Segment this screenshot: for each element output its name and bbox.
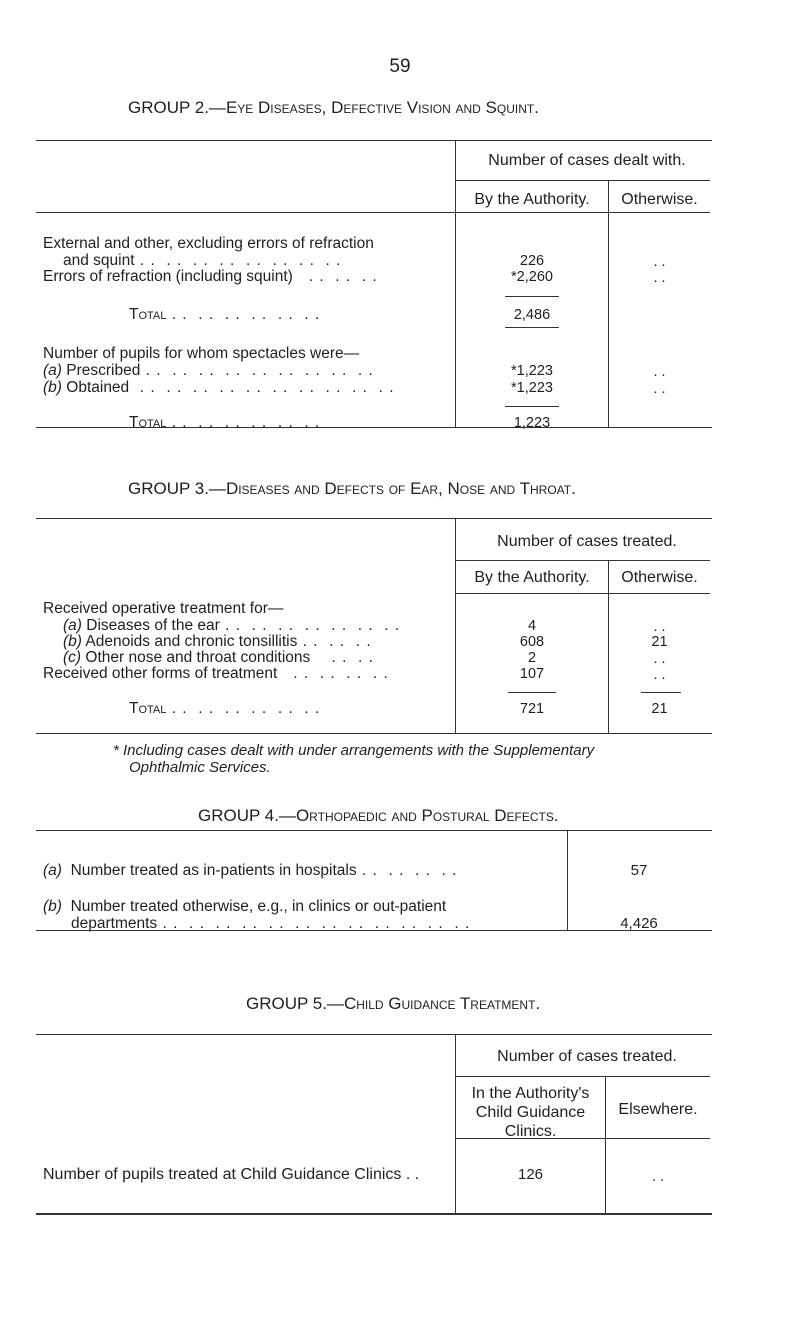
group2-row-a-other: . .: [653, 364, 666, 380]
group5-row-value: 126: [517, 1166, 544, 1183]
group4-row-a-label: (a) Number treated as in-patients in hospitals . . . . . . . .: [43, 862, 458, 879]
group2-top-rule: [36, 140, 712, 141]
group3-operative-label: Received operative treatment for—: [43, 600, 284, 617]
group5-top-rule: [36, 1034, 712, 1035]
group3-col1-header: By the Authority.: [474, 569, 590, 586]
group5-col1-header-line3: Clinics.: [504, 1123, 557, 1140]
group5-bottom-rule: [36, 1213, 712, 1215]
group3-header-bottom-rule: [455, 593, 710, 594]
group2-title: [128, 98, 539, 118]
group5-col1-header-line2: Child Guidance: [475, 1104, 586, 1121]
footnote-line1: * Including cases dealt with under arrangements with the Supplementary: [113, 742, 595, 759]
group3-row-a-other: . .: [653, 619, 666, 635]
group3-row-c-label: (c) Other nose and throat conditions . . . .: [63, 649, 374, 666]
group4-title-prefix: GROUP 4.—: [198, 806, 296, 825]
group3-row-b-value: 608: [519, 634, 545, 650]
group2-row1-other: . .: [653, 254, 666, 270]
group4-row-a-value: 57: [630, 862, 648, 879]
group4-row-b-label-line1: (b) Number treated otherwise, e.g., in clinics or out-patient: [43, 898, 447, 915]
group2-total-rule-bottom: [505, 327, 559, 328]
group5-col1-header: [456, 1084, 605, 1141]
group3-other-treatment-label: Received other forms of treatment . . . . . . . .: [43, 665, 389, 682]
group3-row-c-other: . .: [653, 651, 666, 667]
group3-header-rule: [455, 560, 710, 561]
group3-total-other: 21: [651, 701, 668, 717]
group3-total-value: 721: [519, 701, 545, 717]
group3-col2-header: Otherwise.: [621, 569, 698, 586]
group3-title-text: Diseases and Defects of Ear, Nose and Throat.: [225, 479, 576, 498]
group2-bottom-rule: [36, 427, 712, 428]
group2-total-label: Total . . . . . . . . . . . .: [129, 306, 321, 323]
group2-total-rule-top: [505, 296, 559, 297]
group2-title-text: Eye Diseases, Defective Vision and Squint.: [225, 98, 539, 117]
group3-total-rule-col1: [508, 692, 556, 693]
group5-row-other: . .: [651, 1169, 665, 1185]
group4-title: [198, 806, 559, 826]
group5-header-rule: [455, 1076, 710, 1077]
group5-title-prefix: GROUP 5.—: [246, 994, 344, 1013]
group2-row2-other: . .: [653, 270, 666, 286]
group4-title-text: Orthopaedic and Postural Defects.: [295, 806, 559, 825]
group5-header-bottom-rule: [455, 1138, 710, 1139]
group2-row-b-value: *1,223: [511, 380, 553, 396]
group3-row-a-value: 4: [527, 618, 537, 634]
group3-other-treatment-other: . .: [653, 667, 666, 683]
group4-top-rule: [36, 830, 712, 831]
group2-row1-label-line1: External and other, excluding errors of refraction: [43, 235, 374, 252]
group4-row-b-label-line2: departments . . . . . . . . . . . . . . . . . . . . . . . .: [71, 915, 471, 932]
group3-other-treatment-value: 107: [519, 666, 545, 682]
group2-row-a-value: *1,223: [511, 363, 553, 379]
group2-row-a-label: (a) Prescribed . . . . . . . . . . . . . . . . . .: [43, 362, 374, 379]
group2-spectacles-label: Number of pupils for whom spectacles were—: [43, 345, 360, 362]
group3-title: [128, 479, 576, 499]
group5-title-text: Child Guidance Treatment.: [343, 994, 541, 1013]
page-number: 59: [389, 56, 411, 77]
group3-row-b-other: 21: [651, 634, 668, 650]
group3-total-label: Total . . . . . . . . . . . .: [129, 700, 321, 717]
group2-col2-header: Otherwise.: [621, 191, 698, 208]
group5-col-divider-2: [605, 1076, 606, 1214]
group2-total-value: 2,486: [513, 307, 551, 323]
group5-col1-header-line1: In the Authority's: [471, 1085, 590, 1102]
group5-title: [246, 994, 540, 1014]
group3-title-prefix: GROUP 3.—: [128, 479, 226, 498]
group2-row-b-other: . .: [653, 381, 666, 397]
group2-row1-label-line2: and squint . . . . . . . . . . . . . . . .: [63, 252, 342, 269]
group4-row-b-value: 4,426: [620, 915, 658, 932]
group3-row-a-label: (a) Diseases of the ear . . . . . . . . . . . . . .: [63, 617, 401, 634]
group2-header-rule: [455, 180, 710, 181]
group3-top-rule: [36, 518, 712, 519]
group5-row-label: Number of pupils treated at Child Guidance Clinics . .: [43, 1166, 420, 1183]
group3-row-c-value: 2: [527, 650, 537, 666]
group2-total2-rule: [505, 406, 559, 407]
group2-header-main: Number of cases dealt with.: [488, 152, 686, 169]
group4-bottom-rule: [36, 930, 712, 931]
group2-row1-value: 226: [519, 253, 545, 269]
group2-total2-value: 1,223: [513, 415, 551, 431]
group3-bottom-rule: [36, 733, 712, 734]
group2-total2-label: Total . . . . . . . . . . . .: [129, 414, 321, 431]
group2-row2-value: *2,260: [511, 269, 553, 285]
footnote-line2: Ophthalmic Services.: [129, 759, 271, 776]
group5-header-main: Number of cases treated.: [497, 1048, 677, 1065]
group2-header-bottom-rule: [36, 212, 710, 213]
group2-col1-header: By the Authority.: [474, 191, 590, 208]
group2-row2-label: Errors of refraction (including squint) . . . . . .: [43, 268, 378, 285]
group3-row-b-label: (b) Adenoids and chronic tonsillitis . . . . . .: [63, 633, 372, 650]
group2-row-b-label: (b) Obtained . . . . . . . . . . . . . . . . . . . .: [43, 379, 395, 396]
group5-col2-header: Elsewhere.: [618, 1101, 698, 1118]
group3-header-main: Number of cases treated.: [497, 533, 677, 550]
group2-title-prefix: GROUP 2.—: [128, 98, 226, 117]
group3-total-rule-col2: [641, 692, 681, 693]
